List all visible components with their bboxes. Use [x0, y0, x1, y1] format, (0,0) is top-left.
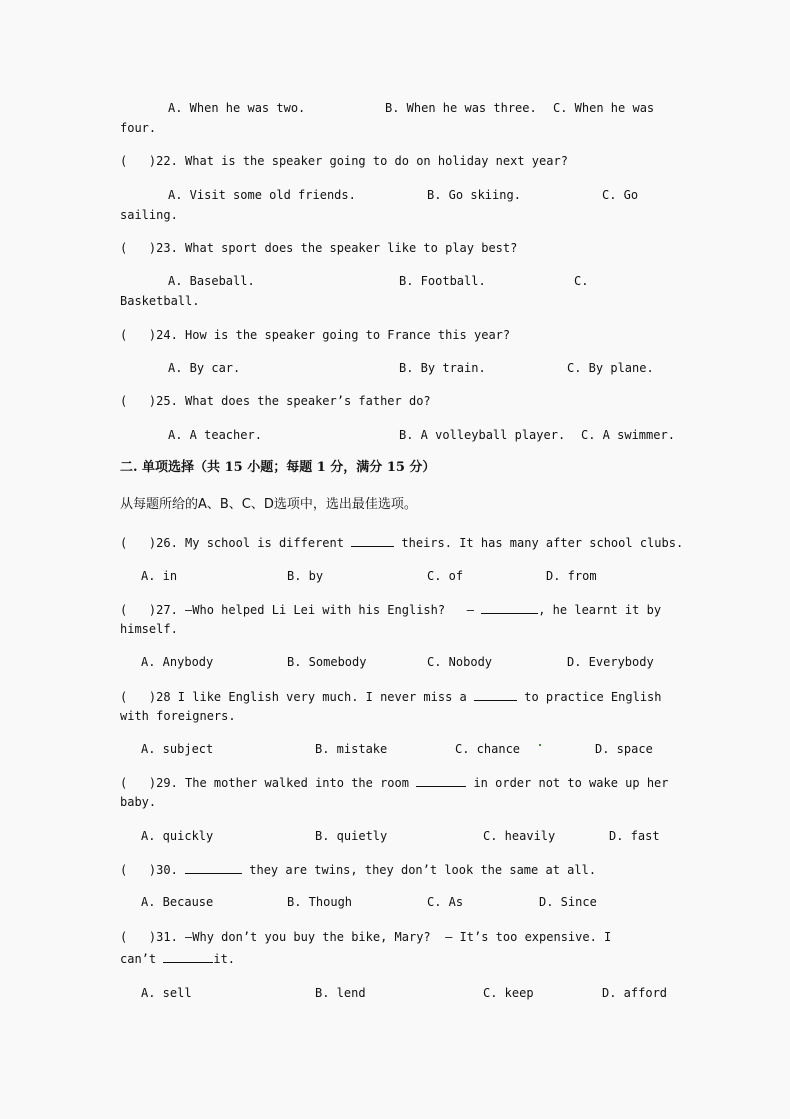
option-b: B. lend: [315, 986, 366, 1000]
question-stem: ( )24. How is the speaker going to France this year?: [120, 328, 511, 342]
option-b: B. A volleyball player.: [399, 428, 566, 442]
answer-blank: [416, 775, 466, 787]
option-a: A. sell: [141, 986, 192, 1000]
question-stem: ( )25. What does the speaker’s father do?: [120, 394, 431, 408]
option-d: D. Everybody: [567, 655, 654, 669]
option-c: C.: [574, 274, 589, 288]
answer-blank: [351, 535, 394, 547]
option-a: A. A teacher.: [168, 428, 262, 442]
option-c: C. As: [427, 895, 464, 909]
option-d: D. Since: [539, 895, 597, 909]
option-wrap: sailing.: [120, 208, 178, 222]
stray-dot: [539, 744, 541, 746]
option-a: A. in: [141, 569, 178, 583]
option-wrap: with foreigners.: [120, 709, 236, 723]
option-b: B. mistake: [315, 742, 388, 756]
option-b: B. quietly: [315, 829, 388, 843]
option-d: D. from: [546, 569, 597, 583]
answer-blank: [481, 602, 538, 614]
option-wrap: four.: [120, 121, 157, 135]
option-b: B. When he was three.: [385, 101, 537, 115]
option-c: C. By plane.: [567, 361, 654, 375]
answer-blank: [185, 862, 242, 874]
option-c: C. keep: [483, 986, 534, 1000]
option-c: C. chance: [455, 742, 521, 756]
option-a: A. quickly: [141, 829, 214, 843]
option-a: A. Visit some old friends.: [168, 188, 356, 202]
option-wrap: baby.: [120, 795, 157, 809]
option-c: C. A swimmer.: [581, 428, 675, 442]
option-c: C. When he was: [553, 101, 655, 115]
answer-blank: [163, 951, 213, 963]
option-b: B. Though: [287, 895, 353, 909]
answer-blank: [474, 689, 517, 701]
option-c: C. heavily: [483, 829, 556, 843]
option-d: D. afford: [602, 986, 668, 1000]
section-heading: 二. 单项选择（共 15 小题；每题 1 分，满分 15 分）: [120, 460, 436, 475]
question-stem: ( )28 I like English very much. I never miss a to practice English: [120, 690, 662, 704]
question-stem: ( )22. What is the speaker going to do on holiday next year?: [120, 154, 568, 168]
question-stem: ( )27. —Who helped Li Lei with his English? — , he learnt it by: [120, 603, 662, 617]
option-b: B. Go skiing.: [427, 188, 521, 202]
option-c: C. of: [427, 569, 464, 583]
option-b: B. Football.: [399, 274, 486, 288]
option-c: C. Go: [602, 188, 639, 202]
option-wrap: himself.: [120, 622, 178, 636]
option-wrap: can’t it.: [120, 952, 236, 966]
option-c: C. Nobody: [427, 655, 493, 669]
option-a: A. subject: [141, 742, 214, 756]
section-instruction: 从每题所给的A、B、C、D选项中，选出最佳选项。: [120, 497, 417, 512]
option-b: B. by: [287, 569, 324, 583]
question-stem: ( )23. What sport does the speaker like to play best?: [120, 241, 518, 255]
option-d: D. space: [595, 742, 653, 756]
question-stem: ( )31. —Why don’t you buy the bike, Mary? — It’s too expensive. I: [120, 930, 612, 944]
option-a: A. Baseball.: [168, 274, 255, 288]
option-a: A. When he was two.: [168, 101, 306, 115]
option-d: D. fast: [609, 829, 660, 843]
question-stem: ( )29. The mother walked into the room in order not to wake up her: [120, 776, 669, 790]
option-b: B. Somebody: [287, 655, 367, 669]
question-stem: ( )30. they are twins, they don’t look the same at all.: [120, 863, 597, 877]
option-wrap: Basketball.: [120, 294, 200, 308]
option-a: A. Anybody: [141, 655, 214, 669]
option-a: A. By car.: [168, 361, 241, 375]
option-a: A. Because: [141, 895, 214, 909]
question-stem: ( )26. My school is different theirs. It has many after school clubs.: [120, 536, 684, 550]
option-b: B. By train.: [399, 361, 486, 375]
